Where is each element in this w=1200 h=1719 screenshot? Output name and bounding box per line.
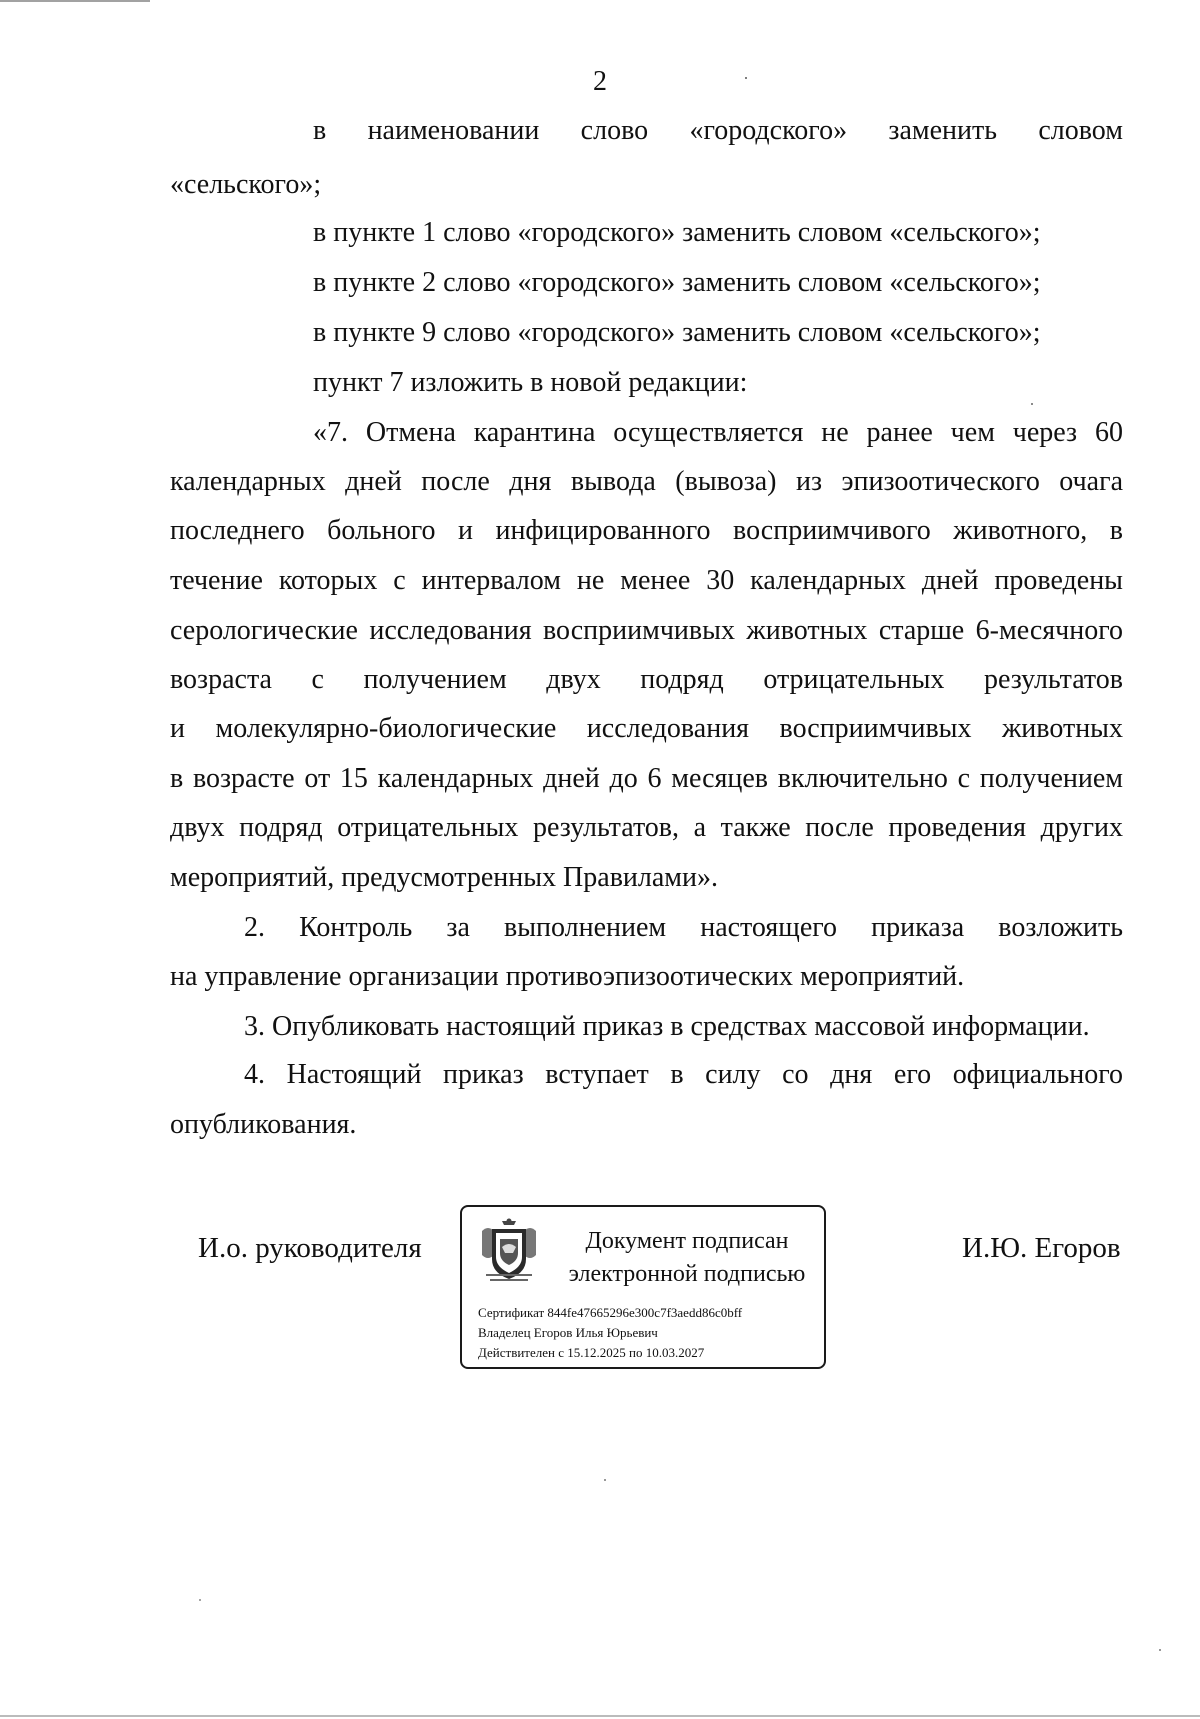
- text-line: в пункте 1 слово «городского» заменить словом «сельского»;: [313, 217, 1041, 248]
- text-line: двух подряд отрицательных результатов, а также после проведения других: [170, 812, 1123, 843]
- signature-position-title: И.о. руководителя: [198, 1232, 422, 1264]
- stamp-title: [556, 1225, 818, 1291]
- text-line: «сельского»;: [170, 169, 322, 200]
- text-line: в пункте 2 слово «городского» заменить словом «сельского»;: [313, 267, 1041, 298]
- coat-of-arms-icon: [478, 1217, 540, 1287]
- text-line: на управление организации противоэпизоотических мероприятий.: [170, 961, 965, 992]
- text-line: «7. Отмена карантина осуществляется не ранее чем через 60: [313, 417, 1123, 448]
- text-line: мероприятий, предусмотренных Правилами».: [170, 862, 719, 893]
- text-line: возраста с получением двух подряд отрицательных результатов: [170, 664, 1123, 695]
- text-line: пункт 7 изложить в новой редакции:: [313, 367, 748, 398]
- text-line: серологические исследования восприимчивых животных старше 6-месячного: [170, 615, 1123, 646]
- electronic-signature-stamp: [460, 1205, 826, 1369]
- text-line: течение которых с интервалом не менее 30 календарных дней проведены: [170, 565, 1123, 596]
- text-line: 2. Контроль за выполнением настоящего приказа возложить: [244, 912, 1123, 943]
- text-line: в пункте 9 слово «городского» заменить словом «сельского»;: [313, 317, 1041, 348]
- stamp-validity: Действителен с 15.12.2025 по 10.03.2027: [478, 1345, 705, 1360]
- signer-name: И.Ю. Егоров: [962, 1232, 1121, 1264]
- text-line: и молекулярно-биологические исследования восприимчивых животных: [170, 713, 1123, 744]
- text-line: календарных дней после дня вывода (вывоза) из эпизоотического очага: [170, 466, 1123, 497]
- text-line: последнего больного и инфицированного восприимчивого животного, в: [170, 515, 1123, 546]
- text-line: 3. Опубликовать настоящий приказ в средствах массовой информации.: [244, 1011, 1090, 1042]
- stamp-title-line2: электронной подписью: [568, 1261, 806, 1287]
- page-number: 2: [593, 66, 607, 97]
- stamp-certificate: Сертификат 844fe47665296e300c7f3aedd86c0bff: [478, 1305, 743, 1320]
- text-line: в наименовании слово «городского» заменить словом: [313, 115, 1123, 146]
- text-line: опубликования.: [170, 1109, 357, 1140]
- stamp-owner: Владелец Егоров Илья Юрьевич: [478, 1325, 658, 1340]
- stamp-details: [478, 1303, 818, 1363]
- stamp-title-line1: Документ подписан: [585, 1228, 789, 1254]
- text-line: 4. Настоящий приказ вступает в силу со дня его официального: [244, 1059, 1123, 1090]
- text-line: в возрасте от 15 календарных дней до 6 месяцев включительно с получением: [170, 763, 1123, 794]
